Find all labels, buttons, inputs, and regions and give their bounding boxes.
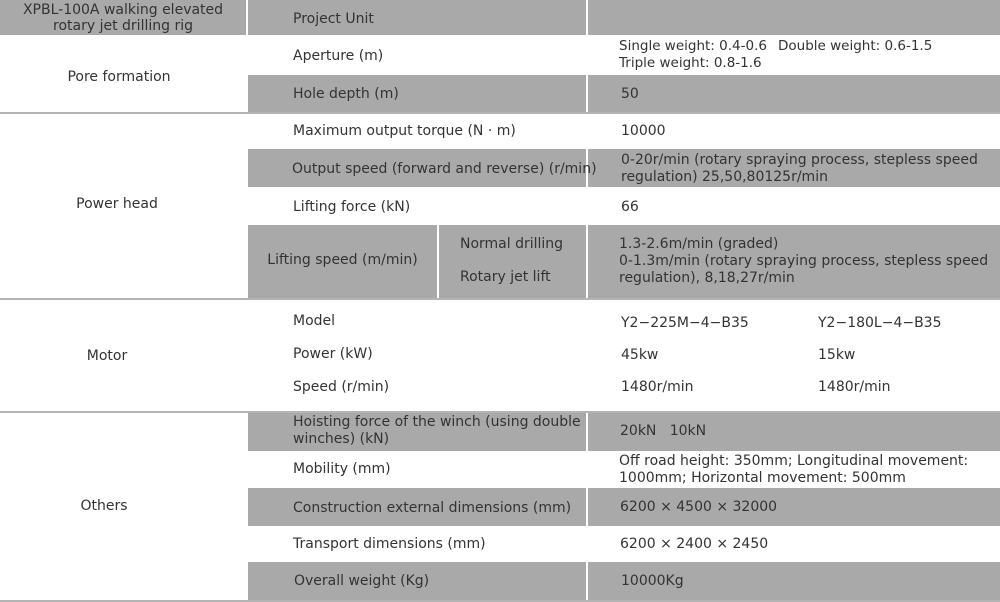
normal-drilling-label: Normal drilling: [460, 236, 564, 252]
transport-dims-value: 6200 × 2400 × 2450: [620, 536, 769, 552]
output-speed-value-line1: 0-20r/min (rotary spraying process, stepless speed: [621, 152, 978, 168]
transport-dims-label: Transport dimensions (mm): [293, 536, 486, 552]
hole-depth-label: Hole depth (m): [293, 86, 399, 102]
torque-value: 10000: [621, 123, 666, 139]
motor-power-value-1: 45kw: [621, 347, 659, 363]
overall-weight-value: 10000Kg: [621, 573, 684, 589]
mobility-value-line2: 1000mm; Horizontal movement: 500mm: [619, 470, 906, 486]
motor-model-value-2: Y2−180L−4−B35: [818, 315, 942, 331]
motor-power-label: Power (kW): [293, 346, 373, 362]
motor-speed-value-2: 1480r/min: [818, 379, 891, 395]
rotary-jet-lift-label: Rotary jet lift: [460, 269, 551, 285]
output-speed-label: Output speed (forward and reverse) (r/min): [292, 161, 597, 177]
header-value-cell: [588, 0, 1000, 35]
lifting-speed-value-line3: regulation), 8,18,27r/min: [619, 270, 795, 286]
aperture-single-weight: Single weight: 0.4-0.6: [619, 38, 767, 54]
construction-dims-value: 6200 × 4500 × 32000: [620, 499, 778, 515]
aperture-label: Aperture (m): [293, 48, 384, 64]
motor-power-value-2: 15kw: [818, 347, 856, 363]
mobility-label: Mobility (mm): [293, 461, 391, 477]
motor-model-label: Model: [293, 313, 336, 329]
section-divider: [0, 112, 1000, 114]
motor-speed-label: Speed (r/min): [293, 379, 390, 395]
section-divider: [0, 411, 1000, 413]
overall-weight-label: Overall weight (Kg): [294, 573, 430, 589]
torque-label: Maximum output torque (N · m): [293, 123, 516, 139]
hole-depth-value-cell: [588, 75, 1000, 112]
lifting-speed-value-line1: 1.3-2.6m/min (graded): [619, 236, 779, 252]
winch-label-line2: winches) (kN): [293, 431, 390, 447]
output-speed-value-line2: regulation) 25,50,80125r/min: [621, 169, 828, 185]
category-pore-formation: Pore formation: [67, 69, 171, 85]
section-divider: [0, 298, 1000, 300]
lifting-speed-value-line2: 0-1.3m/min (rotary spraying process, stepless speed: [619, 253, 989, 269]
mobility-value-line1: Off road height: 350mm; Longitudinal movement:: [619, 453, 969, 469]
aperture-triple-weight: Triple weight: 0.8-1.6: [619, 55, 762, 71]
motor-model-value-1: Y2−225M−4−B35: [621, 315, 749, 331]
project-unit-heading: Project Unit: [293, 11, 374, 27]
motor-speed-value-1: 1480r/min: [621, 379, 694, 395]
lifting-force-label: Lifting force (kN): [293, 199, 411, 215]
winch-value: 20kN 10kN: [620, 423, 707, 439]
category-others: Others: [80, 498, 128, 514]
hole-depth-value: 50: [621, 86, 639, 102]
lifting-force-value: 66: [621, 199, 639, 215]
lifting-speed-label: Lifting speed (m/min): [267, 252, 418, 268]
winch-label-line1: Hoisting force of the winch (using double: [293, 414, 581, 430]
aperture-double-weight: Double weight: 0.6-1.5: [778, 38, 933, 54]
product-name-line1: XPBL-100A walking elevated: [22, 2, 224, 18]
category-power-head: Power head: [76, 196, 158, 212]
construction-dims-label: Construction external dimensions (mm): [293, 500, 572, 516]
product-name-line2: rotary jet drilling rig: [53, 18, 193, 34]
category-motor: Motor: [86, 348, 128, 364]
